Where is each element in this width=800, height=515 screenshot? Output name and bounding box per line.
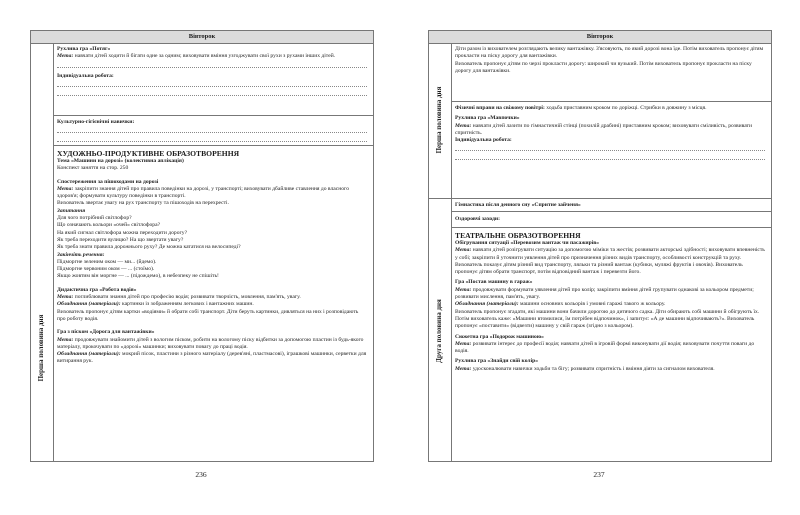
hygiene-fill-line-1: [57, 126, 367, 133]
question-2: Що означають кольори «очей» світлофора?: [57, 222, 161, 229]
find-goal-label: Мета:: [455, 365, 472, 372]
intro-text-1: Діти разом із вихователем розглядають велику вантажівку. З'ясовують, по який дорозі вона їде. Потім вихователь пропонує дітям прокласти на піску дорогу для вантажівки.: [455, 46, 764, 60]
right-page-header: Вівторок: [429, 31, 771, 44]
monkey-goal: навчати дітей лазити по гімнастичній стінці (похилій драбині) приставним кроком; виховувати сміливість, розвивати спритність.: [455, 122, 752, 136]
garage-goal: продовжувати формувати уявлення дітей про колір; закріпити вміння дітей групувати однакові за кольором предмети; розвивати мислення, пам'ять, увагу.: [455, 286, 754, 301]
theatre-text: Вихователь показує дітям різний вид транспорту, ляльки та різний вантаж (кубики, муляжі фруктів і овочів). Вихователь пропонує дітям обрати транспорт, потім відповідний вантаж і перевезти його.: [455, 261, 743, 276]
right-intro-block: [455, 46, 765, 75]
left-main-block: [57, 149, 367, 366]
left-divider-1: [53, 115, 373, 116]
plot-title: Сюжетна гра «Подорож машиною»: [455, 333, 544, 340]
intro-text-2: Вихователь пропонує дітям по черзі прокласти дорогу: широкий чи вузький. Потім вихователь пропонує прокласти на піску дорогу для вантажівки.: [455, 60, 752, 74]
question-1: Для чого потрібний світлофор?: [57, 215, 132, 222]
riddle-1: Підморгне зеленим оком — ми... (йдемо).: [57, 258, 157, 265]
art-title: ХУДОЖНЬО-ПРОДУКТИВНЕ ОБРАЗОТВОРЕННЯ: [57, 149, 240, 158]
obs-text: Вихователь звертає увагу на рух транспорту та пішоходів на перехресті.: [57, 200, 229, 207]
right-side-label-bottom: Друга половина дня: [435, 299, 443, 363]
question-3: На який сигнал світлофора можна переходити дорогу?: [57, 229, 188, 236]
left-page-number: 236: [195, 470, 207, 479]
garage-goal-label: Мета:: [455, 286, 472, 293]
riddles-label: Закінчіть речення:: [57, 251, 105, 258]
did-title: Дидактична гра «Робота водія»: [57, 286, 137, 293]
right-side-column-bottom: [429, 199, 452, 461]
right-divider-2: [429, 198, 771, 199]
phys-text: ходьба приставним кроком по доріжці. Стрибки в довжину з місця.: [546, 105, 707, 111]
did-text: Вихователь пропонує дітям картки «водіями» й обрати собі транспорт. Діти беруть картинки, дивляться на них і розповідають про роботу водія.: [57, 308, 359, 322]
individual-work-label: Індивідуальна робота:: [57, 72, 114, 79]
individual-fill-line-1: [57, 80, 367, 87]
questions-label: Запитання: [57, 207, 86, 214]
plot-goal: розвивати інтерес до професії водія; навчати дітей в ігровій формі виконувати дії водія; виховувати почуття поваги до водія.: [455, 340, 755, 355]
right-side-column-top: [429, 44, 452, 198]
theatre-goal: навчати дітей розігрувати ситуацію за допомогою міміки та жестів; розвивати акторські здібності; виховувати впевненість у собі; закріпити й уточнити уявлення дітей про призначення різних видів транспорту, особливості конструкцій та руху.: [455, 247, 765, 261]
game1-fill-line: [57, 61, 367, 68]
individual-fill-line-2: [57, 89, 367, 96]
hygiene-label: Культурно-гігієнічні навички:: [57, 119, 135, 125]
did-goal-label: Мета:: [57, 294, 74, 301]
hygiene-fill-line-2: [57, 135, 367, 142]
plot-goal-label: Мета:: [455, 340, 472, 347]
left-side-column: [31, 44, 54, 461]
right-divider-3: [451, 211, 771, 212]
left-top-block: [57, 46, 367, 98]
monkey-title: Рухлива гра «Мавпочки»: [455, 115, 520, 122]
right-divider-4: [451, 227, 771, 228]
sand-equip: мокрий пісок, пластини з різного матеріалу (дерев'яні, пластмасові), іграшкові машинки, серветки для витирання рук.: [57, 351, 367, 365]
monkey-goal-label: Мета:: [455, 122, 472, 129]
art-topic: Тема «Машини на дорозі» (колективна аплікація): [57, 158, 184, 164]
sand-goal: продовжувати знайомити дітей з вологим піском, робити на вологому піску відбитки за допомогою пластин із будь-якого матеріалу, прокочувати по «дорозі» машинки; виховувати повагу до праці водія.: [57, 336, 364, 350]
sand-goal-label: Мета:: [57, 336, 74, 343]
did-equip-label: Обладнання (матеріали):: [57, 301, 121, 308]
game1-goal: навчати дітей ходити й бігати одне за одним; виховувати вміння узгоджувати свої рухи з рухами інших дітей.: [74, 53, 336, 60]
obs-goal: закріпити знання дітей про правила поведінки на дорозі, у транспорті; виховувати дбайливе ставлення до власного здоров'я; формувати культуру поведінки в транспорті.: [57, 185, 349, 200]
theatre-title: ТЕАТРАЛЬНЕ ОБРАЗОТВОРЕННЯ: [455, 231, 581, 240]
garage-text-1: Вихователь пропонує згадати, які машини вони бачили дорогою до дитячого садка. Діти обирають собі машини й обігрують їх.: [455, 308, 760, 315]
garage-text-2: Потім вихователь каже: «Машини втомилися, їм потрібен відпочинок», і запитує: «А де машини відпочивають?». Вихователь пропонує «поставити» (відвезти) машину у свій гараж (згідно з кольором).: [455, 315, 755, 330]
health-label: Оздоровчі заходи:: [455, 216, 500, 222]
indiv-fill-line-2: [455, 153, 765, 160]
obs-title: Спостереження за пішоходами на дорозі: [57, 178, 159, 185]
theatre-sub: Обігрування ситуації «Перевозим вантаж чи пасажирів»: [455, 240, 600, 246]
gym-label: Гімнастика після денного сну «Спритне зайченя»: [455, 202, 581, 208]
question-4: Як треба переходити вулицю? На що звертати увагу?: [57, 236, 184, 243]
left-side-label: Перша половина дня: [37, 314, 45, 382]
find-goal: удосконалювати навички ходьби та бігу; розвивати спритність і вміння діяти за сигналом вихователя.: [472, 365, 715, 372]
garage-equip: машини основних кольорів і умовні гаражі такого ж кольору.: [520, 301, 666, 308]
right-divider-1: [451, 101, 771, 102]
indiv-label-right: Індивідуальна робота:: [455, 137, 512, 144]
find-title: Рухлива гра «Знайди свій колір»: [455, 358, 539, 365]
left-page-header: Вівторок: [31, 31, 373, 44]
question-5: Як треба знати правила дорожнього руху? Де можна кататися на велосипеді?: [57, 244, 241, 251]
left-page: [30, 30, 374, 462]
left-hygiene-block: [57, 119, 367, 144]
game1-goal-label: Мета:: [57, 53, 74, 60]
phys-label: Фізичні вправи на свіжому повітрі:: [455, 105, 545, 111]
right-health-block: [455, 216, 765, 223]
right-page-number: 237: [593, 470, 605, 479]
right-phys-block: [455, 105, 765, 162]
right-gym-block: [455, 202, 765, 209]
obs-goal-label: Мета:: [57, 185, 74, 192]
right-side-label-top: Перша половина дня: [435, 86, 443, 154]
indiv-fill-line-1: [455, 144, 765, 151]
right-main-block: [455, 231, 765, 373]
right-page: [428, 30, 772, 462]
theatre-goal-label: Мета:: [455, 247, 472, 254]
sand-title: Гра з піском «Дорога для вантажівки»: [57, 329, 155, 336]
did-goal: поглиблювати знання дітей про професію водія; розвивати творчість, мовлення, пам'ять, увагу.: [74, 294, 301, 301]
sand-equip-label: Обладнання (матеріали):: [57, 351, 121, 358]
riddle-3: Якщо жовтим він моргне — ... (підождемо), в небезпеку не спішіть!: [57, 273, 219, 280]
game1-title: Рухлива гра «Потяг»: [57, 46, 111, 52]
left-divider-2: [53, 145, 373, 146]
art-konspekt: Конспект заняття на стор. 250: [57, 165, 129, 172]
garage-title: Гра «Постав машину в гараж»: [455, 279, 533, 286]
garage-equip-label: Обладнання (матеріали):: [455, 301, 519, 308]
did-equip: картинки із зображенням легкових і вантажних машин.: [122, 301, 254, 308]
riddle-2: Підморгне червоним оком — ... (стоїмо).: [57, 266, 155, 273]
